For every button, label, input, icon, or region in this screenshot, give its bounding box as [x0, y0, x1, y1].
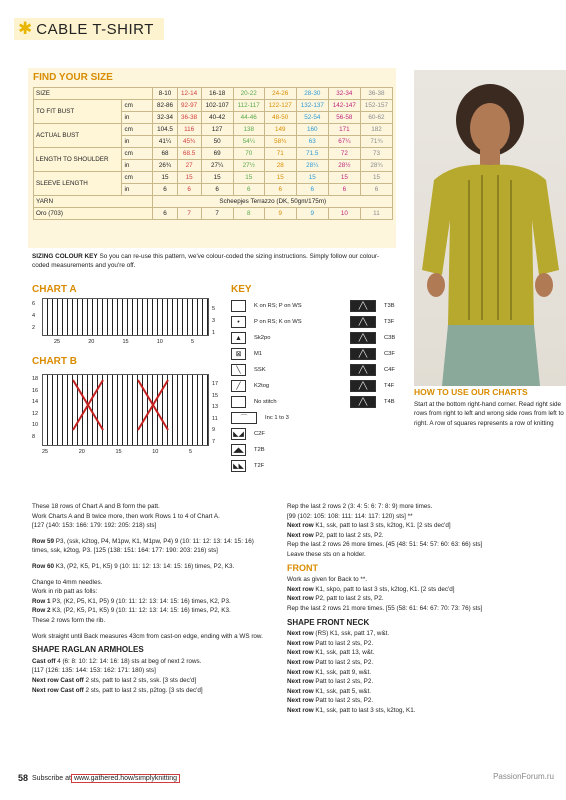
- asterisk-icon: ✱: [18, 19, 33, 38]
- row-label: Next row: [287, 697, 314, 705]
- row-label: Next row: [287, 595, 314, 603]
- row-label: Next row: [287, 649, 314, 657]
- measure-value: 28: [264, 160, 296, 172]
- measure-value: 27½: [233, 160, 264, 172]
- sizing-key-label: SIZING COLOUR KEY: [32, 253, 98, 260]
- size-cell: 32-34: [328, 88, 360, 100]
- row-text: 2 sts, patt to last 2 sts, ssk. [3 sts dec'd]: [83, 676, 197, 684]
- row-text: K1, ssk, patt 13, w&t.: [313, 649, 375, 657]
- measure-label: LENGTH TO SHOULDER: [34, 148, 122, 172]
- key-symbol-icon: •: [231, 316, 246, 328]
- measure-value: 45¾: [177, 136, 201, 148]
- yarn-row: [34, 196, 393, 208]
- key-label: M1: [254, 351, 263, 357]
- measure-value: 6: [264, 184, 296, 196]
- measure-value: 48-50: [264, 112, 296, 124]
- row-label: Next row Cast off: [32, 676, 84, 684]
- measure-value: 6: [177, 184, 201, 196]
- measure-value: 15: [233, 172, 264, 184]
- paragraph: [287, 594, 549, 604]
- key-row: [350, 330, 395, 346]
- row-text: K3, (P2, K5, P1, K5) 9 (10: 11: 12: 13: 14: 15: 16) times, P2, K3.: [54, 562, 235, 570]
- chart-a-bottom-labels: [54, 339, 194, 345]
- row-label: Next row: [287, 630, 314, 638]
- paragraph: [32, 676, 272, 686]
- row-label: Next row: [287, 678, 314, 686]
- key-row: [231, 410, 302, 426]
- paragraph: [127 (140: 153: 166: 179: 192: 205: 218) sts]: [32, 522, 157, 530]
- size-row: [34, 148, 393, 160]
- instruction-line: [287, 629, 549, 639]
- chart-a-col-label: 15: [122, 339, 129, 345]
- measure-value: 56-58: [328, 112, 360, 124]
- chart-a-col-label: 5: [190, 339, 194, 345]
- measure-value: 171: [328, 124, 360, 136]
- row-label: Next row: [287, 687, 314, 695]
- sizing-note-text: So you can re-use this pattern, we've colour-coded the sizing instructions. Simply follow our colour-coded measurements and you're off.: [32, 253, 380, 269]
- chart-b-right-labels: [212, 379, 218, 449]
- chart-b-col-label: 25: [42, 449, 49, 455]
- key-left-list: [231, 298, 302, 474]
- measure-value: 15: [201, 172, 233, 184]
- chart-b-col-label: 5: [188, 449, 192, 455]
- measure-value: 36-38: [177, 112, 201, 124]
- key-symbol-icon: ◣◣: [231, 460, 246, 472]
- chart-b-col-label: 15: [115, 449, 122, 455]
- measure-value: 6: [233, 184, 264, 196]
- measure-value: 15: [264, 172, 296, 184]
- key-row: [231, 378, 302, 394]
- subheading: SHAPE FRONT NECK: [287, 617, 370, 627]
- paragraph: [32, 597, 272, 607]
- ball-count: 10: [328, 208, 360, 220]
- cable-symbol-icon: ╱╲: [350, 316, 376, 328]
- row-label: Row 60: [32, 562, 55, 570]
- key-row: [350, 362, 395, 378]
- measure-value: 149: [264, 124, 296, 136]
- measure-value: 32-34: [153, 112, 177, 124]
- size-cell: 24-26: [264, 88, 296, 100]
- size-cell: 20-22: [233, 88, 264, 100]
- paragraph: [32, 606, 272, 616]
- measure-value: 60-62: [360, 112, 392, 124]
- footer: [18, 773, 180, 783]
- key-label: T2B: [254, 447, 265, 453]
- model-illustration: [414, 70, 566, 386]
- measure-value: 15: [360, 172, 392, 184]
- cable-symbol-icon: ╱╲: [350, 364, 376, 376]
- paragraph: Work straight until Back measures 43cm from cast-on edge, ending with a WS row.: [32, 632, 263, 640]
- measure-value: 104.5: [153, 124, 177, 136]
- measure-value: 28¾: [360, 160, 392, 172]
- measure-value: 6: [153, 184, 177, 196]
- unit-label: in: [122, 184, 153, 196]
- paragraph: [32, 657, 272, 667]
- measure-value: 116: [177, 124, 201, 136]
- shade-label: Oro (703): [34, 208, 153, 220]
- chart-a-col-label: 20: [88, 339, 95, 345]
- key-row: [350, 346, 395, 362]
- chart-b-row-label: 7: [212, 438, 216, 445]
- chart-b-col-label: 10: [152, 449, 159, 455]
- footer-text: Subscribe at: [32, 774, 71, 782]
- page-title: CABLE T-SHIRT: [36, 20, 154, 38]
- key-row: [350, 378, 395, 394]
- measure-value: 182: [360, 124, 392, 136]
- chart-a-left-labels: [32, 298, 35, 334]
- chart-b-left-labels: [32, 374, 38, 444]
- key-symbol-icon: ╱: [231, 380, 246, 392]
- measure-value: 73: [360, 148, 392, 160]
- key-row: [231, 394, 302, 410]
- key-label: T2F: [254, 463, 265, 469]
- unit-label: in: [122, 136, 153, 148]
- chart-b-row-label: 15: [212, 392, 219, 399]
- size-cell: 36-38: [360, 88, 392, 100]
- paragraph: [287, 531, 549, 541]
- key-label: C2F: [254, 431, 265, 437]
- size-row: [34, 124, 393, 136]
- ball-count: 7: [201, 208, 233, 220]
- measure-value: 27: [177, 160, 201, 172]
- measure-value: 112-117: [233, 100, 264, 112]
- paragraph: Change to 4mm needles.: [32, 578, 103, 586]
- instruction-line: [287, 668, 549, 678]
- page-number: 58: [18, 773, 29, 783]
- chart-b-cables: [43, 375, 208, 445]
- measure-value: 92-97: [177, 100, 201, 112]
- key-symbol-icon: ⊠: [231, 348, 246, 360]
- measure-value: 71¾: [360, 136, 392, 148]
- cable-symbol-icon: ╱╲: [350, 380, 376, 392]
- instructions-column-1: [32, 502, 272, 695]
- row-text: Patt to last 2 sts, P2.: [313, 658, 374, 666]
- key-label: Inc 1 to 3: [265, 415, 289, 421]
- chart-b-row-label: 13: [212, 404, 219, 411]
- measure-value: 40-42: [201, 112, 233, 124]
- yarn-label: YARN: [34, 196, 153, 208]
- instruction-line: [287, 696, 549, 706]
- row-text: 4 (6: 8: 10: 12: 14: 16: 18) sts at beg of next 2 rows.: [55, 657, 202, 665]
- size-cell: 16-18: [201, 88, 233, 100]
- measure-value: 52-54: [296, 112, 328, 124]
- key-label: C3B: [384, 335, 396, 341]
- chart-b-row-label: 17: [212, 381, 219, 387]
- chart-a-row-label: 2: [32, 325, 36, 331]
- key-row: [350, 314, 395, 330]
- cable-symbol-icon: ╱╲: [350, 348, 376, 360]
- unit-label: cm: [122, 148, 153, 160]
- key-label: K on RS; P on WS: [254, 303, 302, 309]
- subheading: SHAPE RAGLAN ARMHOLES: [32, 645, 144, 655]
- key-row: [231, 442, 302, 458]
- key-label: SSK: [254, 367, 266, 373]
- unit-label: cm: [122, 172, 153, 184]
- measure-value: 68.5: [177, 148, 201, 160]
- row-text: Patt to last 2 sts, P2.: [313, 697, 374, 705]
- measure-value: 15: [177, 172, 201, 184]
- sizing-note: [32, 252, 394, 270]
- paragraph: These 2 rows form the rib.: [32, 616, 106, 624]
- key-row: [231, 346, 302, 362]
- measure-value: 58¾: [264, 136, 296, 148]
- measure-value: 28½: [328, 160, 360, 172]
- size-row: [34, 100, 393, 112]
- row-label: Row 1: [32, 597, 51, 605]
- measure-label: SLEEVE LENGTH: [34, 172, 122, 196]
- size-heading: FIND YOUR SIZE: [33, 72, 113, 83]
- chart-b-row-label: 14: [32, 399, 39, 406]
- row-text: 2 sts, patt to last 2 sts, p2tog. [3 sts dec'd]: [83, 686, 203, 694]
- key-label: T4B: [384, 399, 395, 405]
- ball-count: 8: [233, 208, 264, 220]
- key-label: T4F: [384, 383, 395, 389]
- key-symbol-icon: [231, 396, 246, 408]
- row-text: Patt to last 2 sts, P2.: [313, 639, 374, 647]
- chart-b-row-label: 11: [212, 415, 218, 422]
- unit-label: cm: [122, 100, 153, 112]
- size-table: [33, 87, 393, 220]
- row-label: Next row: [287, 706, 314, 714]
- measure-value: 6: [360, 184, 392, 196]
- key-label: C3F: [384, 351, 395, 357]
- measure-value: 152-157: [360, 100, 392, 112]
- ball-count: 7: [177, 208, 201, 220]
- measure-value: 15: [153, 172, 177, 184]
- row-text: K3, (P2, K5, P1, K5) 9 (10: 11: 12: 13: 14: 15: 16) times, P2, K3.: [50, 607, 231, 615]
- row-text: K1, ssk, patt to last 3 sts, k2tog, K1. [2 sts dec'd]: [313, 522, 451, 530]
- measure-value: 142-147: [328, 100, 360, 112]
- measure-value: 127: [201, 124, 233, 136]
- ball-count: 11: [360, 208, 392, 220]
- instruction-line: [287, 648, 549, 658]
- key-row: [231, 314, 302, 330]
- cable-symbol-icon: ╱╲: [350, 396, 376, 408]
- measure-value: 132-137: [296, 100, 328, 112]
- key-row: [231, 458, 302, 474]
- chart-a-row-label: 4: [32, 313, 36, 319]
- measure-value: 160: [296, 124, 328, 136]
- row-label: Cast off: [32, 657, 56, 665]
- paragraph: Work in rib patt as folls:: [32, 588, 98, 596]
- measure-value: 122-127: [264, 100, 296, 112]
- key-symbol-icon: [231, 300, 246, 312]
- how-to-text: Start at the bottom right-hand corner. Read right side rows from right to left and wrong side rows from left to right. A row of squares represents a row of knitting: [414, 401, 564, 427]
- measure-value: 70: [233, 148, 264, 160]
- measure-label: TO FIT BUST: [34, 100, 122, 124]
- measure-value: 69: [201, 148, 233, 160]
- measure-value: 28¼: [296, 160, 328, 172]
- row-label: Next row Cast off: [32, 686, 84, 694]
- ball-count: 9: [296, 208, 328, 220]
- row-text: K1, ssk, patt 5, w&t.: [313, 687, 371, 695]
- paragraph: Work Charts A and B twice more, then work Rows 1 to 4 of Chart A.: [32, 512, 220, 520]
- row-label: Row 59: [32, 537, 55, 545]
- size-header-row: [34, 88, 393, 100]
- chart-a-row-label: 5: [212, 306, 216, 312]
- shade-row: [34, 208, 393, 220]
- measure-value: 26¾: [153, 160, 177, 172]
- measure-value: 50: [201, 136, 233, 148]
- row-text: (RS) K1, ssk, patt 17, w&t.: [313, 630, 390, 638]
- measure-value: 15: [296, 172, 328, 184]
- paragraph: [287, 521, 549, 531]
- key-label: C4F: [384, 367, 395, 373]
- row-text: K1, skpo, patt to last 3 sts, k2tog, K1. [2 sts dec'd]: [313, 585, 455, 593]
- measure-value: 44-46: [233, 112, 264, 124]
- size-cell: 28-30: [296, 88, 328, 100]
- paragraph: Rep the last 2 rows 21 more times. [55 (58: 61: 64: 67: 70: 73: 76) sts]: [287, 604, 483, 612]
- row-label: Row 2: [32, 607, 51, 615]
- model-photo: [414, 70, 566, 386]
- key-heading: KEY: [231, 284, 252, 295]
- row-text: P2, patt to last 2 sts, P2.: [313, 595, 384, 603]
- chart-a-row-label: 3: [212, 318, 216, 324]
- measure-value: 6: [201, 184, 233, 196]
- row-text: K1, ssk, patt to last 3 sts, k2tog, K1.: [313, 706, 416, 714]
- measure-value: 71: [264, 148, 296, 160]
- key-label: T3B: [384, 303, 395, 309]
- paragraph: These 18 rows of Chart A and B form the patt.: [32, 503, 160, 510]
- key-row: [231, 426, 302, 442]
- key-row: [231, 298, 302, 314]
- paragraph: Rep the last 2 rows 26 more times. [45 (48: 51: 54: 57: 60: 63: 66) sts]: [287, 541, 483, 549]
- instruction-line: [287, 639, 549, 649]
- paragraph: Leave these sts on a holder.: [287, 550, 366, 558]
- key-label: No stitch: [254, 399, 277, 405]
- key-label: P on RS; K on WS: [254, 319, 302, 325]
- key-label: T3F: [384, 319, 395, 325]
- chart-a-grid: [42, 298, 209, 336]
- measure-value: 54¼: [233, 136, 264, 148]
- cable-symbol-icon: ╱╲: [350, 300, 376, 312]
- chart-a-row-label: 1: [212, 330, 216, 336]
- chart-a-col-label: 25: [54, 339, 61, 345]
- key-row: [231, 330, 302, 346]
- how-to-box: [414, 387, 566, 428]
- size-cell: 12-14: [177, 88, 201, 100]
- paragraph: [32, 537, 272, 556]
- measure-label: ACTUAL BUST: [34, 124, 122, 148]
- instruction-line: [287, 658, 549, 668]
- paragraph: Work as given for Back to **.: [287, 576, 368, 584]
- row-text: Patt to last 2 sts, P2.: [313, 678, 374, 686]
- paragraph: [287, 585, 549, 595]
- unit-label: in: [122, 160, 153, 172]
- measure-value: 6: [296, 184, 328, 196]
- key-row: [350, 298, 395, 314]
- chart-b-grid: [42, 374, 209, 446]
- key-symbol-icon: ◣◢: [231, 428, 246, 440]
- row-text: K1, ssk, patt 9, w&t.: [313, 668, 371, 676]
- measure-value: 15: [328, 172, 360, 184]
- yarn-value: Scheepjes Terrazzo (DK, 50gm/175m): [153, 196, 393, 208]
- row-text: P3, (K2, P5, K1, P5) 9 (10: 11: 12: 13: 14: 15: 16) times, K2, P3.: [50, 597, 231, 605]
- title-bar: [14, 18, 164, 40]
- size-cell: 8-10: [153, 88, 177, 100]
- chart-b-row-label: 9: [212, 427, 216, 434]
- front-heading: FRONT: [287, 562, 318, 573]
- chart-b-bottom-labels: [42, 449, 192, 455]
- key-symbol-icon: ⌒: [231, 412, 257, 424]
- row-text: P2, patt to last 2 sts, P2.: [313, 531, 384, 539]
- measure-value: 138: [233, 124, 264, 136]
- row-label: Next row: [287, 658, 314, 666]
- measure-value: 63: [296, 136, 328, 148]
- key-row: [350, 394, 395, 410]
- row-label: Next row: [287, 668, 314, 676]
- size-row: [34, 172, 393, 184]
- row-label: Next row: [287, 531, 314, 539]
- instruction-line: [287, 706, 549, 716]
- unit-label: cm: [122, 124, 153, 136]
- chart-a-right-labels: [212, 303, 215, 339]
- paragraph: [99 (102: 105: 108: 111: 114: 117: 120) sts] **: [287, 512, 413, 520]
- row-text: P3, (ssk, k2tog, P4, M1pw, K1, M1pw, P4) 9 (10: 11: 12: 13: 14: 15: 16) times, ssk, k2tog, P3. [125 (138: 151: 164: 177: 190: 203: 216) sts]: [32, 537, 254, 555]
- measure-value: 6: [328, 184, 360, 196]
- measure-value: 67¼: [328, 136, 360, 148]
- key-label: Sk2po: [254, 335, 271, 341]
- paragraph: [32, 562, 272, 572]
- measure-value: 72: [328, 148, 360, 160]
- footer-link[interactable]: www.gathered.how/simplyknitting: [71, 774, 180, 783]
- chart-b-heading: CHART B: [32, 356, 77, 367]
- measure-value: 68: [153, 148, 177, 160]
- chart-a-col-label: 10: [156, 339, 163, 345]
- measure-value: 27¼: [201, 160, 233, 172]
- neck-lines: [287, 629, 549, 715]
- paragraph: [117 (126: 135: 144: 153: 162: 171: 180) sts]: [32, 667, 156, 675]
- key-symbol-icon: ◢◣: [231, 444, 246, 456]
- ball-count: 9: [264, 208, 296, 220]
- how-to-heading: HOW TO USE OUR CHARTS: [414, 387, 528, 397]
- measure-value: 41¼: [153, 136, 177, 148]
- chart-b-row-label: 18: [32, 376, 39, 382]
- chart-a-row-label: 6: [32, 301, 36, 307]
- chart-b-row-label: 10: [32, 422, 39, 429]
- paragraph: Rep the last 2 rows 2 (3: 4: 5: 6: 7: 8: 9) more times.: [287, 503, 433, 510]
- key-right-list: [350, 298, 395, 410]
- instruction-line: [287, 677, 549, 687]
- chart-b-row-label: 8: [32, 433, 36, 440]
- size-label: SIZE: [34, 88, 153, 100]
- unit-label: in: [122, 112, 153, 124]
- row-label: Next row: [287, 639, 314, 647]
- instruction-line: [287, 687, 549, 697]
- chart-b-row-label: 12: [32, 410, 39, 417]
- key-row: [231, 362, 302, 378]
- measure-value: 71.5: [296, 148, 328, 160]
- row-label: Next row: [287, 522, 314, 530]
- paragraph: [32, 686, 272, 696]
- key-symbol-icon: ╲: [231, 364, 246, 376]
- key-label: K2tog: [254, 383, 270, 389]
- watermark: PassionForum.ru: [493, 772, 554, 781]
- cable-symbol-icon: ╱╲: [350, 332, 376, 344]
- ball-count: 6: [153, 208, 177, 220]
- key-symbol-icon: ▲: [231, 332, 246, 344]
- measure-value: 82-86: [153, 100, 177, 112]
- chart-b-col-label: 20: [78, 449, 85, 455]
- instructions-column-2: [287, 502, 549, 715]
- chart-b-row-label: 16: [32, 387, 39, 394]
- row-label: Next row: [287, 585, 314, 593]
- chart-a-heading: CHART A: [32, 284, 77, 295]
- measure-value: 102-107: [201, 100, 233, 112]
